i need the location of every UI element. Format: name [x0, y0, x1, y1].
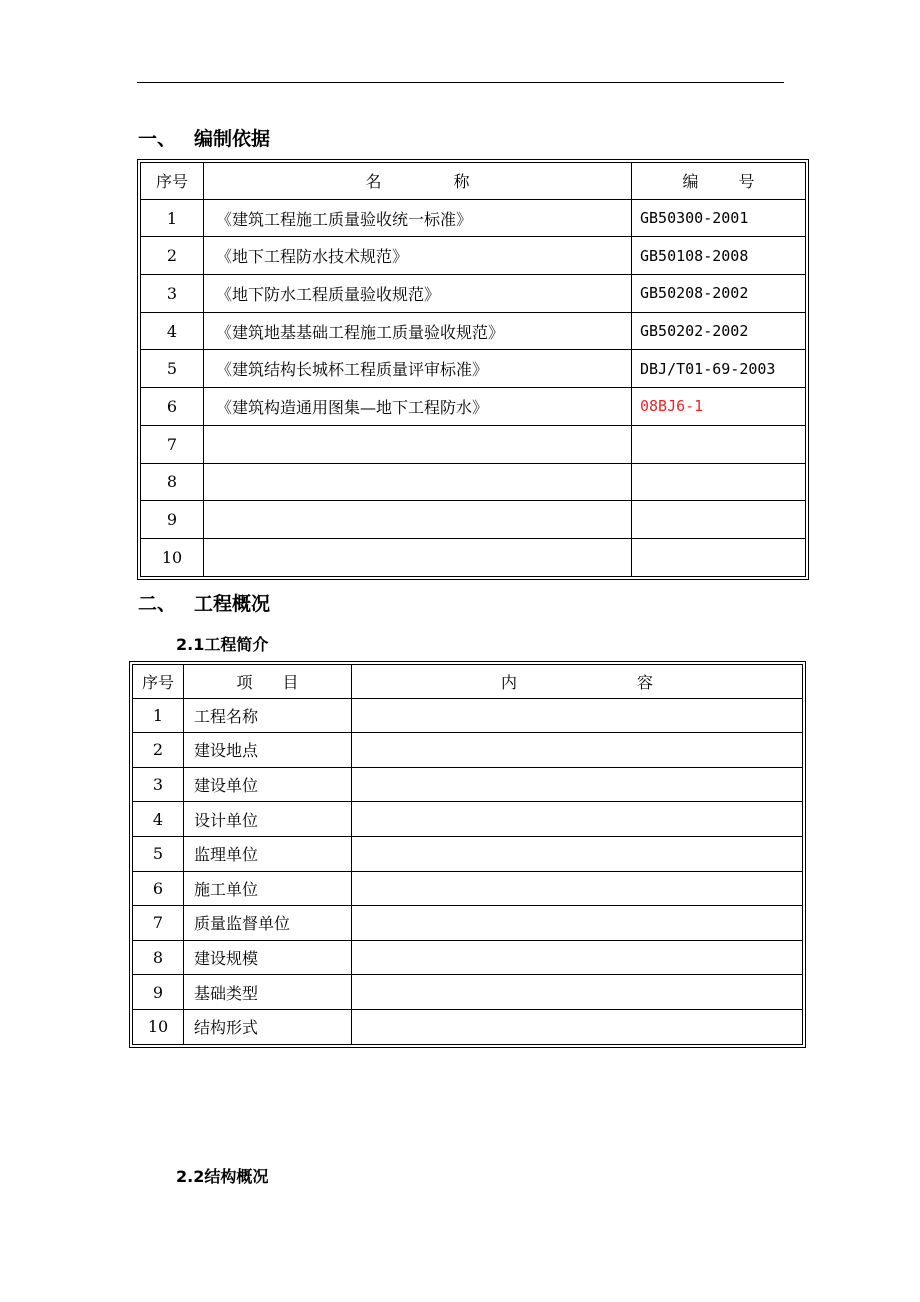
section1-title: 编制依据: [194, 128, 271, 150]
table-row: [132, 837, 803, 872]
section2-heading: [138, 589, 270, 616]
project-intro-table: [129, 661, 806, 1048]
row-standard-name: 《地下工程防水技术规范》: [204, 237, 632, 275]
row-standard-code: GB50208-2002: [632, 275, 806, 313]
row-seq: 7: [132, 906, 184, 941]
row-seq: 6: [132, 872, 184, 907]
header-content-char-1: 内: [500, 672, 517, 692]
row-content: [352, 768, 803, 803]
row-seq: 5: [132, 837, 184, 872]
row-item: 工程名称: [184, 699, 352, 734]
row-seq: 1: [140, 200, 204, 238]
header-item-char-1: 项: [236, 672, 253, 692]
row-standard-code: GB50300-2001: [632, 200, 806, 238]
table-row: [140, 464, 806, 502]
row-standard-name: [204, 539, 632, 577]
row-content: [352, 699, 803, 734]
row-content: [352, 941, 803, 976]
row-seq: 3: [132, 768, 184, 803]
row-standard-code: GB50108-2008: [632, 237, 806, 275]
header-code-char-2: 号: [738, 172, 755, 192]
row-seq: 7: [140, 426, 204, 464]
row-seq: 4: [132, 802, 184, 837]
row-standard-code: DBJ/T01-69-2003: [632, 350, 806, 388]
section1-number: 一、: [138, 128, 177, 150]
table-row: [132, 768, 803, 803]
table-row: [140, 200, 806, 238]
section2-number: 二、: [138, 593, 177, 615]
header-seq: 序号: [132, 664, 184, 699]
sub-heading-2-2: 2.2结构概况: [176, 1167, 269, 1186]
row-item: 基础类型: [184, 975, 352, 1010]
row-seq: 2: [132, 733, 184, 768]
row-standard-code: [632, 464, 806, 502]
row-content: [352, 975, 803, 1010]
row-seq: 4: [140, 313, 204, 351]
row-standard-name: 《建筑地基基础工程施工质量验收规范》: [204, 313, 632, 351]
table-row: [132, 733, 803, 768]
row-content: [352, 802, 803, 837]
row-standard-code: 08BJ6-1: [632, 388, 806, 426]
table-row: [140, 539, 806, 577]
row-seq: 2: [140, 237, 204, 275]
table-row: [132, 975, 803, 1010]
table-row: [140, 275, 806, 313]
row-seq: 1: [132, 699, 184, 734]
row-seq: 10: [132, 1010, 184, 1045]
header-name-char-1: 名: [365, 172, 382, 192]
row-content: [352, 872, 803, 907]
row-item: 建设地点: [184, 733, 352, 768]
row-item: 建设单位: [184, 768, 352, 803]
row-item: 施工单位: [184, 872, 352, 907]
table-row: [140, 388, 806, 426]
table-row: [132, 941, 803, 976]
header-code-char-1: 编: [682, 172, 699, 192]
header-rule: [137, 82, 784, 83]
header-item-char-2: 目: [282, 672, 299, 692]
header-code: [632, 162, 806, 200]
row-standard-name: [204, 464, 632, 502]
row-content: [352, 906, 803, 941]
sub-heading-2-1: 2.1工程简介: [176, 635, 269, 654]
row-content: [352, 1010, 803, 1045]
row-item: 结构形式: [184, 1010, 352, 1045]
row-seq: 6: [140, 388, 204, 426]
header-name-char-2: 称: [453, 172, 470, 192]
header-content: [352, 664, 803, 699]
table-row: [140, 426, 806, 464]
header-name: [204, 162, 632, 200]
row-content: [352, 837, 803, 872]
header-content-char-2: 容: [637, 672, 654, 692]
header-seq: 序号: [140, 162, 204, 200]
row-standard-name: 《地下防水工程质量验收规范》: [204, 275, 632, 313]
table-row: [132, 906, 803, 941]
row-item: 建设规模: [184, 941, 352, 976]
section1-heading: [138, 124, 270, 151]
row-standard-name: 《建筑构造通用图集—地下工程防水》: [204, 388, 632, 426]
row-standard-name: 《建筑工程施工质量验收统一标准》: [204, 200, 632, 238]
section2-title: 工程概况: [194, 593, 271, 615]
table-row: [140, 501, 806, 539]
table-row: [132, 872, 803, 907]
row-seq: 5: [140, 350, 204, 388]
table-header-row: [140, 162, 806, 200]
row-standard-code: GB50202-2002: [632, 313, 806, 351]
row-seq: 9: [140, 501, 204, 539]
row-standard-code: [632, 501, 806, 539]
row-seq: 10: [140, 539, 204, 577]
compilation-basis-table: [137, 159, 809, 580]
row-seq: 9: [132, 975, 184, 1010]
row-standard-code: [632, 539, 806, 577]
row-standard-name: 《建筑结构长城杯工程质量评审标准》: [204, 350, 632, 388]
table-header-row: [132, 664, 803, 699]
row-seq: 3: [140, 275, 204, 313]
table-row: [140, 313, 806, 351]
row-item: 监理单位: [184, 837, 352, 872]
row-standard-name: [204, 501, 632, 539]
table-row: [132, 1010, 803, 1045]
table-row: [140, 237, 806, 275]
table-row: [140, 350, 806, 388]
row-item: 设计单位: [184, 802, 352, 837]
header-item: [184, 664, 352, 699]
row-item: 质量监督单位: [184, 906, 352, 941]
row-standard-code: [632, 426, 806, 464]
row-seq: 8: [132, 941, 184, 976]
row-seq: 8: [140, 464, 204, 502]
table-row: [132, 699, 803, 734]
row-standard-name: [204, 426, 632, 464]
row-content: [352, 733, 803, 768]
table-row: [132, 802, 803, 837]
